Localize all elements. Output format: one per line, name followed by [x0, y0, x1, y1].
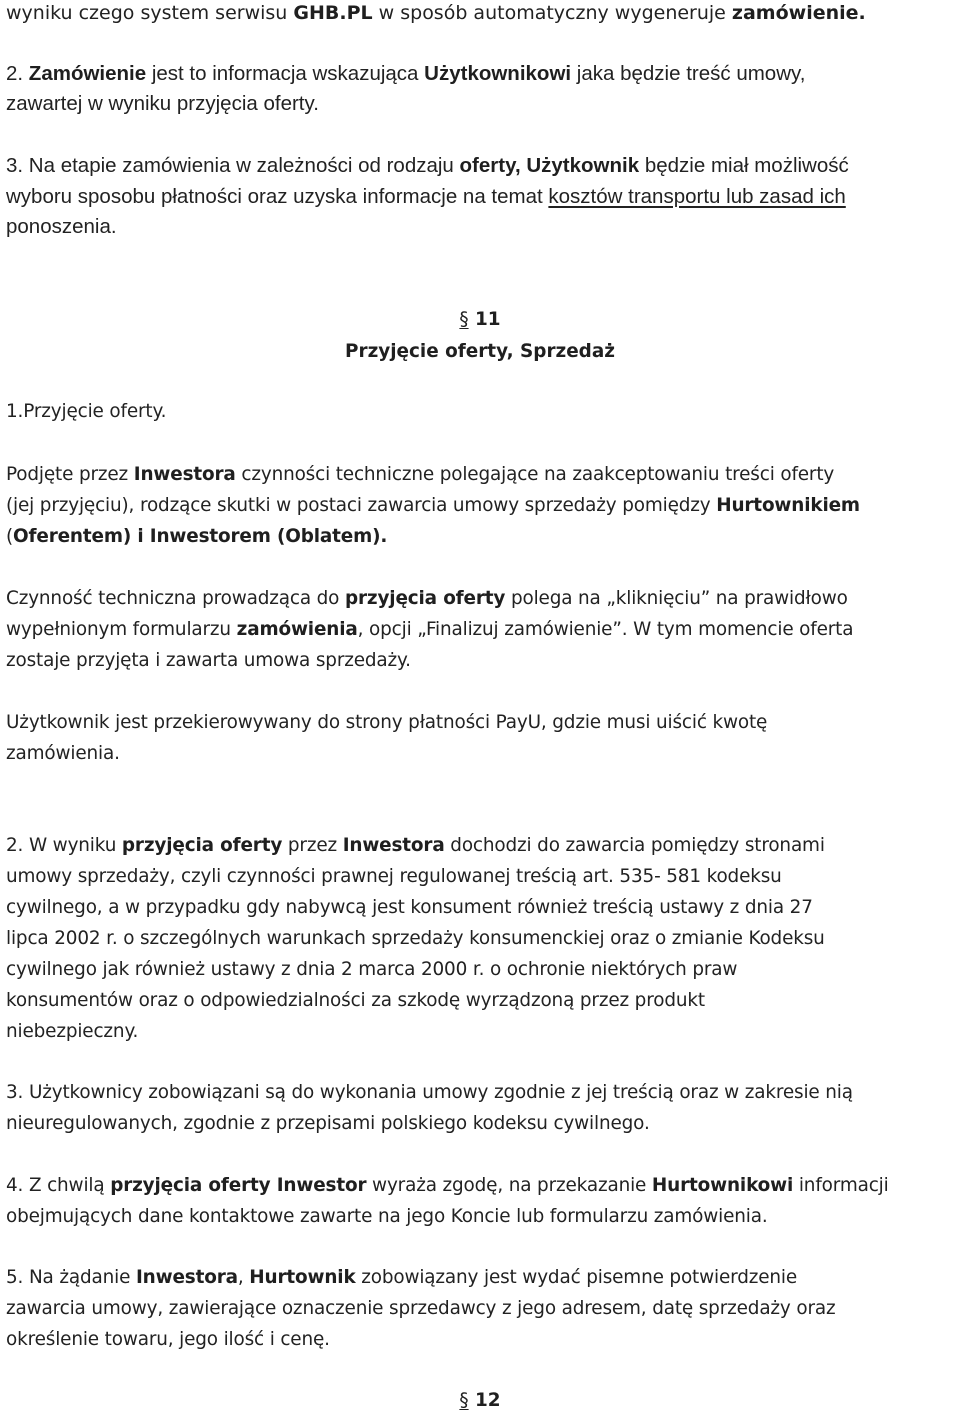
text-line: wyniku czego system serwisu GHB.PL w sposób automatyczny wygeneruje zamówienie. — [6, 2, 866, 24]
text-line: 3. Na etapie zamówienia w zależności od rodzaju oferty, Użytkownik będzie miał możliwość — [6, 154, 849, 177]
text-line: 2. W wyniku przyjęcia oferty przez Inwestora dochodzi do zawarcia pomiędzy stronami — [6, 835, 825, 856]
text-line: określenie towaru, jego ilość i cenę. — [6, 1329, 330, 1350]
text-line: (jej przyjęciu), rodzące skutki w postaci zawarcia umowy sprzedaży pomiędzy Hurtownikiem — [6, 495, 860, 516]
text-line: Czynność techniczna prowadząca do przyjęcia oferty polega na „kliknięciu” na prawidłowo — [6, 588, 848, 609]
text-line: konsumentów oraz o odpowiedzialności za szkodę wyrządzoną przez produkt — [6, 990, 705, 1011]
text-line: cywilnego jak również ustawy z dnia 2 marca 2000 r. o ochronie niektórych praw — [6, 959, 738, 980]
text-line: umowy sprzedaży, czyli czynności prawnej regulowanej treścią art. 535- 581 kodeksu — [6, 866, 782, 887]
text-line: Użytkownik jest przekierowywany do strony płatności PayU, gdzie musi uiścić kwotę — [6, 712, 768, 733]
text-line: Podjęte przez Inwestora czynności techniczne polegające na zaakceptowaniu treści oferty — [6, 464, 835, 485]
text-line: nieuregulowanych, zgodnie z przepisami polskiego kodeksu cywilnego. — [6, 1113, 650, 1134]
text-line: lipca 2002 r. o szczególnych warunkach sprzedaży konsumenckiej oraz o zmianie Kodeksu — [6, 928, 825, 949]
section-number: § 12 — [459, 1390, 501, 1411]
text-line: wyboru sposobu płatności oraz uzyska informacje na temat kosztów transportu lub zasad ich — [6, 185, 846, 208]
section-number: § 11 — [459, 309, 501, 330]
subheading: 1.Przyjęcie oferty. — [6, 401, 167, 422]
text-line: cywilnego, a w przypadku gdy nabywcą jest konsument również treścią ustawy z dnia 27 — [6, 897, 813, 918]
section-title: Przyjęcie oferty, Sprzedaż — [345, 341, 615, 362]
text-line: 4. Z chwilą przyjęcia oferty Inwestor wyraża zgodę, na przekazanie Hurtownikowi informacji — [6, 1175, 889, 1196]
text-line: 5. Na żądanie Inwestora, Hurtownik zobowiązany jest wydać pisemne potwierdzenie — [6, 1267, 798, 1288]
text-line: 2. Zamówienie jest to informacja wskazująca Użytkownikowi jaka będzie treść umowy, — [6, 62, 806, 85]
text-line: 3. Użytkownicy zobowiązani są do wykonania umowy zgodnie z jej treścią oraz w zakresie nią — [6, 1082, 853, 1103]
text-line: ponoszenia. — [6, 215, 117, 238]
text-line: wypełnionym formularzu zamówienia, opcji „Finalizuj zamówienie”. W tym momencie oferta — [6, 619, 854, 640]
text-line: zawarcia umowy, zawierające oznaczenie sprzedawcy z jego adresem, datę sprzedaży oraz — [6, 1298, 836, 1319]
text-line: niebezpieczny. — [6, 1021, 139, 1042]
text-line: zawartej w wyniku przyjęcia oferty. — [6, 92, 319, 115]
text-line: (Oferentem) i Inwestorem (Oblatem). — [6, 526, 388, 547]
text-line: zostaje przyjęta i zawarta umowa sprzedaży. — [6, 650, 411, 671]
text-line: obejmujących dane kontaktowe zawarte na jego Koncie lub formularzu zamówienia. — [6, 1206, 768, 1227]
text-line: zamówienia. — [6, 743, 120, 764]
